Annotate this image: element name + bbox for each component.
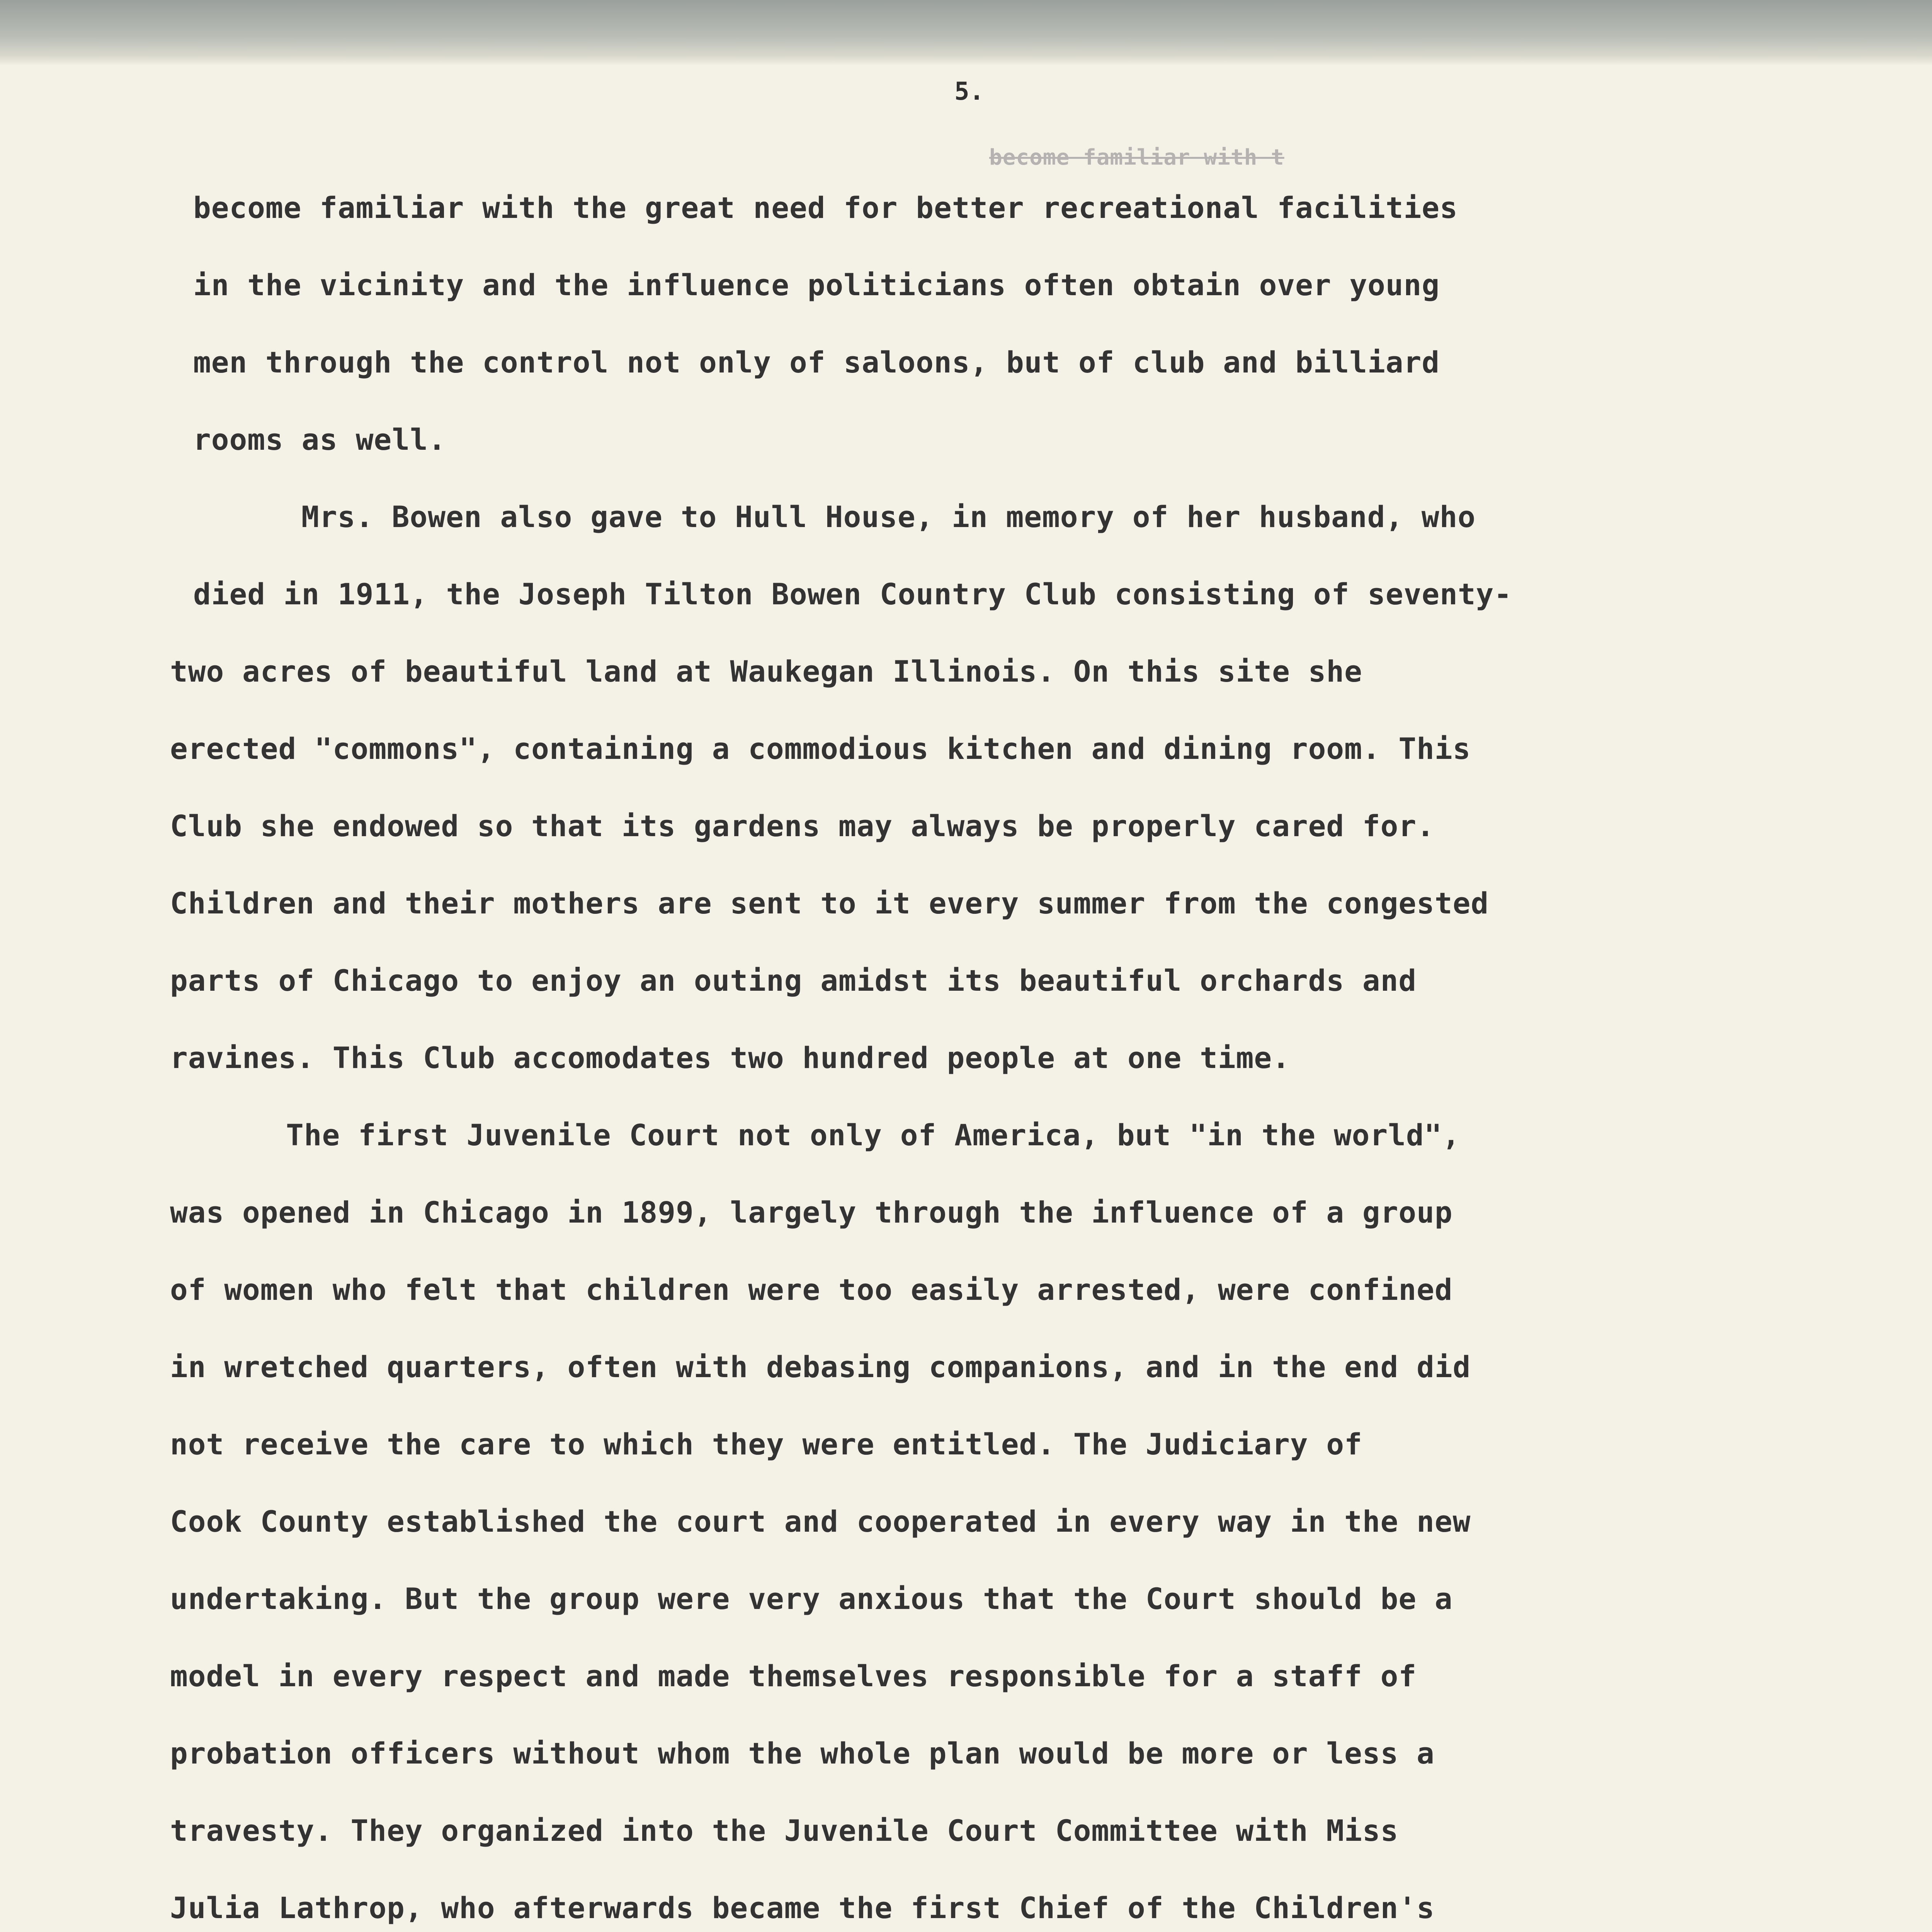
struck-out-insertion: become familiar with t — [989, 145, 1284, 170]
text-line: probation officers without whom the whole plan would be more or less a — [170, 1736, 1435, 1770]
text-line: of women who felt that children were too easily arrested, were confined — [170, 1272, 1453, 1307]
text-line: two acres of beautiful land at Waukegan Illinois. On this site she — [170, 654, 1362, 689]
text-line: travesty. They organized into the Juvenile Court Committee with Miss — [170, 1813, 1399, 1848]
text-line: become familiar with the great need for better recreational facilities — [193, 190, 1458, 225]
scan-top-edge — [0, 0, 1932, 66]
text-line: died in 1911, the Joseph Tilton Bowen Country Club consisting of seventy- — [193, 577, 1512, 611]
text-line: model in every respect and made themselves responsible for a staff of — [170, 1659, 1417, 1693]
text-line: men through the control not only of saloons, but of club and billiard — [193, 345, 1440, 379]
page-number: 5. — [954, 77, 985, 106]
text-line: The first Juvenile Court not only of America, but "in the world", — [286, 1118, 1461, 1152]
text-line: Club she endowed so that its gardens may always be properly cared for. — [170, 809, 1435, 843]
text-line: erected "commons", containing a commodious kitchen and dining room. This — [170, 731, 1471, 766]
text-line: Julia Lathrop, who afterwards became the first Chief of the Children's — [170, 1891, 1435, 1925]
text-line: ravines. This Club accomodates two hundred people at one time. — [170, 1041, 1290, 1075]
text-line: was opened in Chicago in 1899, largely through the influence of a group — [170, 1195, 1453, 1230]
text-line: Cook County established the court and cooperated in every way in the new — [170, 1504, 1471, 1539]
text-line: rooms as well. — [193, 422, 446, 457]
text-line: in wretched quarters, often with debasing companions, and in the end did — [170, 1350, 1471, 1384]
text-line: parts of Chicago to enjoy an outing amidst its beautiful orchards and — [170, 963, 1417, 998]
text-line: in the vicinity and the influence politicians often obtain over young — [193, 268, 1440, 302]
text-line: Children and their mothers are sent to it every summer from the congested — [170, 886, 1489, 920]
text-line: Mrs. Bowen also gave to Hull House, in memory of her husband, who — [301, 500, 1476, 534]
text-line: not receive the care to which they were entitled. The Judiciary of — [170, 1427, 1362, 1461]
text-line: undertaking. But the group were very anxious that the Court should be a — [170, 1582, 1453, 1616]
